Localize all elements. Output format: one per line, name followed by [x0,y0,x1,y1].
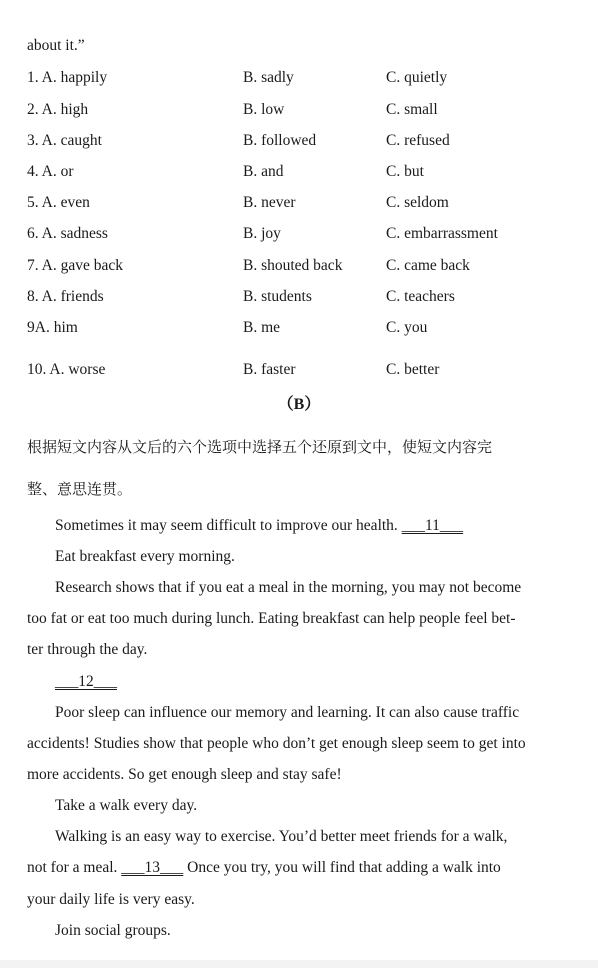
option-b: B. students [243,288,312,305]
question-number: 8. [27,288,39,305]
option-a [27,131,102,151]
question-number: 9 [27,319,35,336]
option-c: C. teachers [386,288,455,305]
question-number: 5. [27,194,39,211]
option-c: C. came back [386,257,470,274]
question-number: 3. [27,132,39,149]
passage-line: Poor sleep can influence our memory and learning. It can also cause traffic [55,704,520,721]
option-a-text: A. high [41,101,89,118]
instruction-line-1: 根据短文内容从文后的六个选项中选择五个还原到文中，使短文内容完 [27,438,493,456]
option-a-text: A. even [41,194,90,211]
blank-12: ___12___ [55,673,117,690]
passage-line: Walking is an easy way to exercise. You’d better meet friends for a walk, [55,828,508,845]
blank-12-line [55,672,117,692]
option-row [27,68,587,88]
passage-line: too fat or eat too much during lunch. Eating breakfast can help people feel bet- [27,610,516,627]
option-b: B. never [243,194,296,211]
option-a-text: A. sadness [41,225,108,242]
option-a [27,360,105,380]
option-c: C. quietly [386,69,448,86]
option-a-text: A. worse [49,361,106,378]
option-a-text: A. or [41,163,74,180]
option-c: C. seldom [386,194,449,211]
option-a [27,162,74,182]
option-a-text: A. friends [41,288,104,305]
option-a-text: A. gave back [41,257,123,274]
option-row [27,224,587,244]
option-b: B. and [243,163,284,180]
passage-line [27,858,501,878]
option-row [27,131,587,151]
option-row [27,360,587,380]
option-b: B. followed [243,132,317,149]
option-row [27,193,587,213]
option-c: C. but [386,163,424,180]
option-row [27,100,587,120]
option-row [27,287,587,307]
option-b: B. faster [243,361,296,378]
page-bottom-edge [0,960,598,968]
intro-tail: about it.” [27,37,85,54]
passage-paragraph-1 [55,516,463,536]
option-b: B. sadly [243,69,294,86]
option-a-text: A. him [34,319,78,336]
question-number: 4. [27,163,39,180]
option-b: B. me [243,319,281,336]
option-a [27,318,78,338]
question-number: 6. [27,225,39,242]
option-a [27,68,107,88]
question-number: 7. [27,257,39,274]
option-a [27,256,123,276]
question-number: 2. [27,101,39,118]
option-row [27,162,587,182]
question-number: 1. [27,69,39,86]
option-b: B. joy [243,225,281,242]
option-c: C. better [386,361,440,378]
option-c: C. you [386,319,428,336]
option-row [27,318,587,338]
passage-line: your daily life is very easy. [27,891,195,908]
section-b-heading: （B） [277,396,321,413]
instruction-line-2: 整、意思连贯。 [27,480,133,498]
option-c: C. refused [386,132,450,149]
option-b: B. shouted back [243,257,343,274]
option-a-text: A. caught [41,132,102,149]
option-a [27,193,90,213]
option-a [27,224,108,244]
option-c: C. small [386,101,438,118]
passage-line: accidents! Studies show that people who don’t get enough sleep seem to get into [27,735,526,752]
option-a-text: A. happily [41,69,108,86]
passage-heading-walk: Take a walk every day. [55,797,198,814]
passage-line: ter through the day. [27,641,148,658]
option-a [27,100,88,120]
passage-line: Research shows that if you eat a meal in the morning, you may not become [55,579,522,596]
passage-text: Sometimes it may seem difficult to improve our health. [55,517,402,534]
passage-heading-social: Join social groups. [55,922,171,939]
option-c: C. embarrassment [386,225,498,242]
option-row [27,256,587,276]
question-number: 10. [27,361,47,378]
passage-heading-breakfast: Eat breakfast every morning. [55,548,235,565]
blank-13: ___13___ [121,859,184,876]
option-a [27,287,104,307]
passage-text: Once you try, you will find that adding a walk into [183,859,501,876]
blank-11: ___11___ [401,517,464,534]
passage-line: more accidents. So get enough sleep and stay safe! [27,766,342,783]
passage-text: not for a meal. [27,859,122,876]
option-b: B. low [243,101,285,118]
